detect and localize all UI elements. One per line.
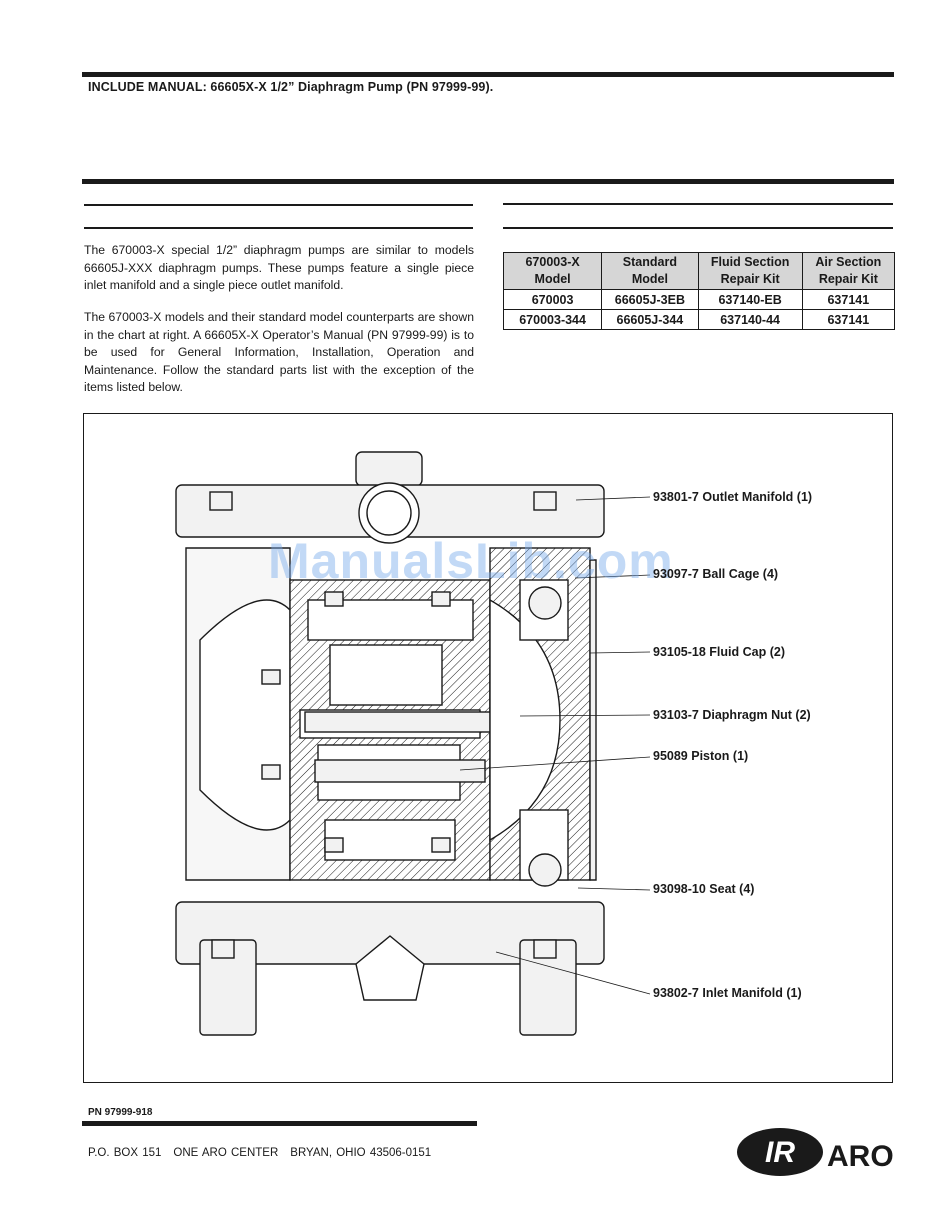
intro-paragraph-1: The 670003-X special 1/2” diaphragm pumps are similar to models 66605J-XXX diaphragm pumps. These pumps feature a single piece inlet manifold and a single piece outlet manifold. <box>84 243 474 293</box>
callout-seat: 93098-10 Seat (4) <box>653 882 755 896</box>
address-city: BRYAN, OHIO 43506-0151 <box>290 1147 432 1159</box>
table-header-cell: Air Section Repair Kit <box>802 253 894 290</box>
table-cell: 670003 <box>504 290 602 310</box>
callout-fluid-cap: 93105-18 Fluid Cap (2) <box>653 645 785 659</box>
table-cell: 66605J-344 <box>602 310 698 330</box>
ir-aro-logo <box>734 1124 894 1180</box>
table-cell: 637141 <box>802 290 894 310</box>
table-cell: 637141 <box>802 310 894 330</box>
callout-piston: 95089 Piston (1) <box>653 749 749 763</box>
callout-outlet-manifold: 93801-7 Outlet Manifold (1) <box>653 490 813 504</box>
table-header-cell: 670003-X Model <box>504 253 602 290</box>
footer-rule <box>82 1121 477 1126</box>
logo-aro-text: ARO <box>827 1140 894 1173</box>
table-cell: 66605J-3EB <box>602 290 698 310</box>
table-cell: 670003-344 <box>504 310 602 330</box>
table-cell: 637140-44 <box>698 310 802 330</box>
company-address <box>88 1147 431 1159</box>
logo-ir-text: IR <box>765 1136 795 1169</box>
callout-inlet-manifold: 93802-7 Inlet Manifold (1) <box>653 986 802 1000</box>
part-number: PN 97999-918 <box>88 1107 153 1118</box>
callout-ball-cage: 93097-7 Ball Cage (4) <box>653 567 779 581</box>
watermark: ManualsLib.com <box>268 533 674 589</box>
include-manual-note: INCLUDE MANUAL: 66605X-X 1/2” Diaphragm Pump (PN 97999-99). <box>88 80 494 94</box>
table-cell: 637140-EB <box>698 290 802 310</box>
intro-paragraph-2: The 670003-X models and their standard model counterparts are shown in the chart at right. A 66605X-X Operator’s Manual (PN 97999-99) is to be used for General Information, Installation, Operation and Maintenance. Follow the standard parts list with the exception of the items listed below. <box>84 310 474 395</box>
table-header-cell: Standard Model <box>602 253 698 290</box>
table-header-cell: Fluid Section Repair Kit <box>698 253 802 290</box>
address-po-box: P.O. BOX 151 <box>88 1147 162 1159</box>
address-street: ONE ARO CENTER <box>173 1147 279 1159</box>
callout-diaphragm-nut: 93103-7 Diaphragm Nut (2) <box>653 708 811 722</box>
